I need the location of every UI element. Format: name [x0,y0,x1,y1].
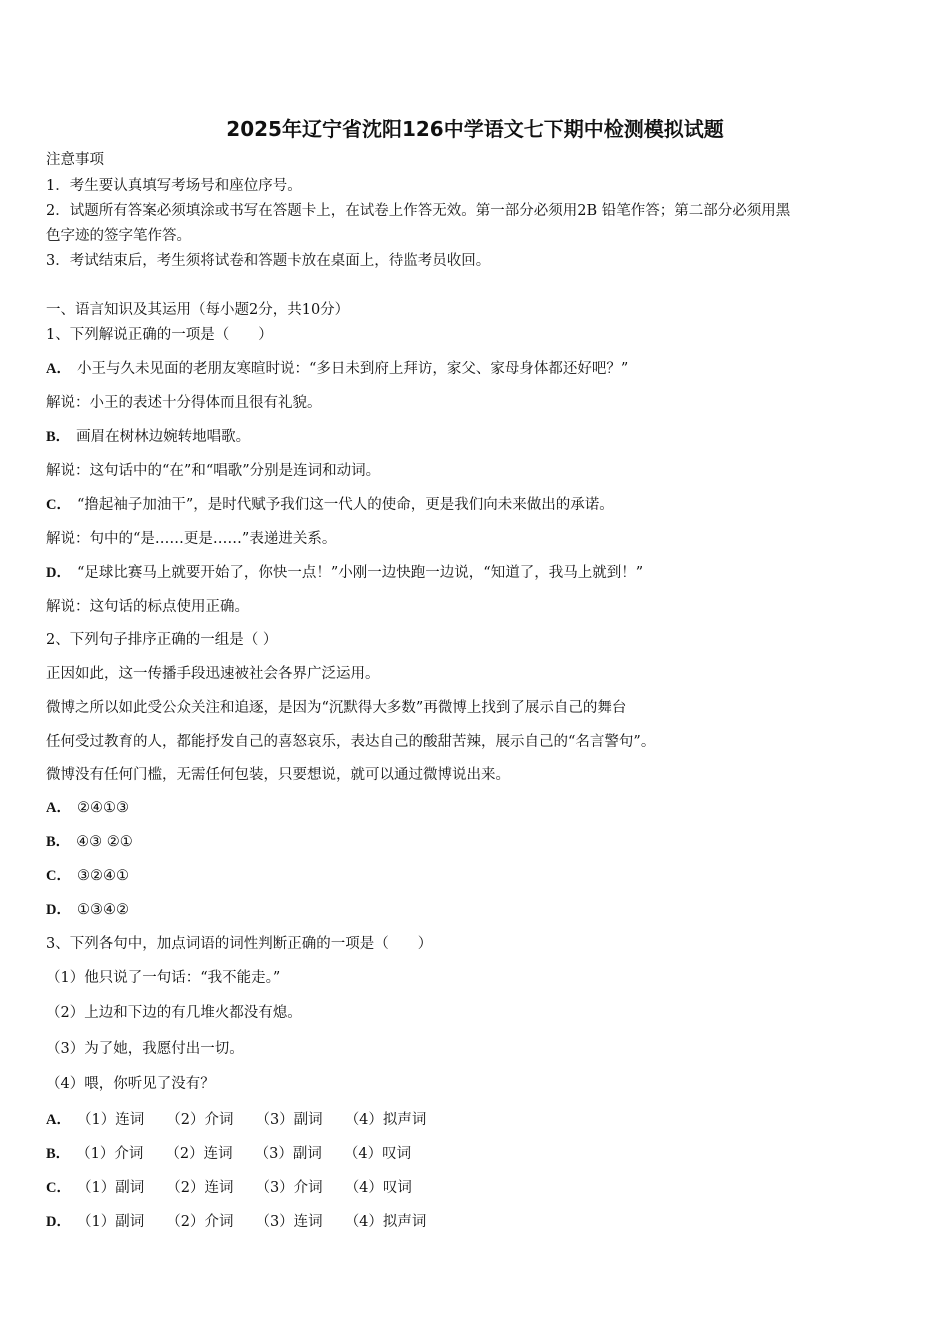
option-letter: A． [46,800,71,816]
option-part: （1）介词 [76,1146,144,1162]
option-text: ④③ ②① [76,834,133,850]
q2-sentence: 微博没有任何门槛，无需任何包装，只要想说，就可以通过微博说出来。 [46,767,510,783]
option-part: （2）连词 [165,1146,233,1162]
q3-option-a [46,1110,426,1130]
q2-option-b [46,832,133,852]
option-letter: C． [46,497,71,513]
q1-option-b [46,427,250,447]
option-text: ①③④② [76,902,129,918]
q1-option-c [46,495,614,515]
notice-heading: 注意事项 [46,152,104,168]
option-text: 小王与久未见面的老朋友寒暄时说：“多日未到府上拜访，家父、家母身体都还好吧？” [76,361,629,377]
option-part: （3）副词 [255,1112,323,1128]
option-letter: D． [46,1214,71,1230]
option-part: （2）介词 [166,1214,234,1230]
option-part: （1）副词 [76,1180,145,1196]
q3-option-b [46,1144,411,1164]
notice-item: 3．考试结束后，考生须将试卷和答题卡放在桌面上，待监考员收回。 [46,253,491,269]
option-letter: A． [46,361,71,377]
option-letter: D． [46,902,71,918]
option-part: （2）连词 [166,1180,234,1196]
q1-explain-a: 解说：小王的表述十分得体而且很有礼貌。 [46,395,322,411]
option-letter: B． [46,429,71,445]
option-part: （2）介词 [166,1112,234,1128]
q2-sentence: 任何受过教育的人，都能抒发自己的喜怒哀乐，表达自己的酸甜苦辣，展示自己的“名言警句”。 [46,734,656,750]
q3-sentence: （2）上边和下边的有几堆火都没有熄。 [46,1005,302,1021]
q2-option-d [46,900,129,920]
q1-explain-c: 解说：句中的“是……更是……”表递进关系。 [46,531,337,547]
option-part: （1）连词 [76,1112,145,1128]
q2-option-c [46,866,129,886]
q2-option-a [46,798,129,818]
option-letter: B． [46,834,71,850]
q1-option-d [46,563,643,583]
q3-sentence: （1）他只说了一句话：“我不能走。” [46,970,281,986]
q3-stem: 3、下列各句中，加点词语的词性判断正确的一项是（ ） [46,936,433,952]
option-letter: A． [46,1112,71,1128]
option-part: （3）介词 [255,1180,323,1196]
q3-option-c [46,1178,412,1198]
option-part: （4）叹词 [344,1180,412,1196]
option-part: （1）副词 [76,1214,145,1230]
option-letter: C． [46,1180,71,1196]
q2-stem: 2、下列句子排序正确的一组是（ ） [46,632,278,648]
option-part: （4）拟声词 [344,1214,427,1230]
option-text: ②④①③ [76,800,129,816]
option-letter: C． [46,868,71,884]
notice-item: 色字迹的签字笔作答。 [46,228,191,244]
q1-stem: 1、下列解说正确的一项是（ ） [46,327,273,343]
notice-item: 2．试题所有答案必须填涂或书写在答题卡上，在试卷上作答无效。第一部分必须用2B 铅笔作答；第二部分必须用黑 [46,203,791,219]
section-heading: 一、语言知识及其运用（每小题2分，共10分） [46,302,350,318]
q3-option-d [46,1212,426,1232]
q1-explain-d: 解说：这句话的标点使用正确。 [46,599,249,615]
option-letter: B． [46,1146,71,1162]
option-part: （4）叹词 [343,1146,412,1162]
option-text: “撸起袖子加油干”，是时代赋予我们这一代人的使命，更是我们向未来做出的承诺。 [76,497,614,513]
option-text: “足球比赛马上就要开始了，你快一点！”小刚一边快跑一边说，“知道了，我马上就到！” [76,565,644,581]
q2-sentence: 正因如此，这一传播手段迅速被社会各界广泛运用。 [46,666,380,682]
option-text: ③②④① [76,868,129,884]
q1-explain-b: 解说：这句话中的“在”和“唱歌”分别是连词和动词。 [46,463,381,479]
page-title: 2025年辽宁省沈阳126中学语文七下期中检测模拟试题 [226,117,724,141]
q3-sentence: （4）喂，你听见了没有？ [46,1076,215,1092]
option-text: 画眉在树林边婉转地唱歌。 [76,429,251,445]
q3-sentence: （3）为了她，我愿付出一切。 [46,1041,244,1057]
option-letter: D． [46,565,71,581]
option-part: （4）拟声词 [344,1112,427,1128]
notice-item: 1．考生要认真填写考场号和座位序号。 [46,178,302,194]
option-part: （3）连词 [255,1214,323,1230]
option-part: （3）副词 [254,1146,322,1162]
q2-sentence: 微博之所以如此受公众关注和追逐，是因为“沉默得大多数”再微博上找到了展示自己的舞台 [46,700,627,716]
q1-option-a [46,359,628,379]
